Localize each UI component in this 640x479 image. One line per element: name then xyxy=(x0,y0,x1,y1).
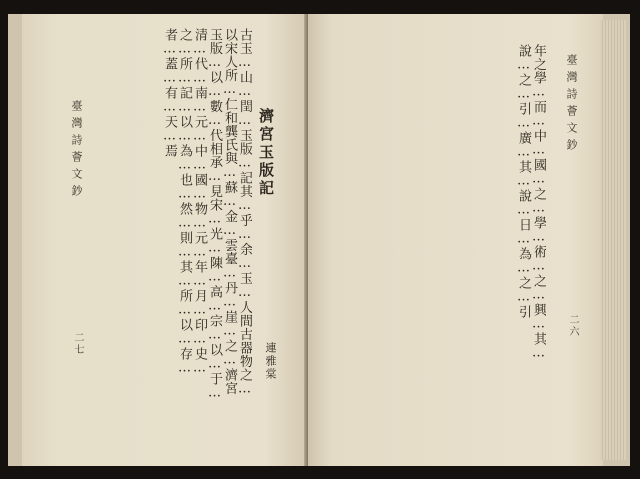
page-edges xyxy=(600,20,626,460)
left-page-number: 二七 xyxy=(72,332,83,356)
right-running-head: 臺灣詩薈文鈔 xyxy=(565,54,578,156)
article-author: 連雅棠 xyxy=(264,342,277,381)
left-running-head: 臺灣詩薈文鈔 xyxy=(70,100,83,202)
right-page-number: 二六 xyxy=(567,314,578,338)
right-body-text: 年之學…而…中…國…之…學…術…之…興…其…說…之…引…廣…其…說…日…為…之…引 xyxy=(516,44,546,361)
left-body-text: 古玉…山…閏…玉版…記其…乎…余…玉…人間古器物之…以宋人所…仁和龔氏與…蘇…金…雲臺…丹…崖…之…濟宮玉版…以…數…代相承…見宋…光…陳…高…宗…以…于…清…代…南…元…中…國…物…元…年…月…印…史…之…所…記…以…為…也…然…則…其…所…以…存…者…蓋…有…天…焉 xyxy=(162,28,252,401)
article-title: 濟宮玉版記 xyxy=(257,108,275,198)
